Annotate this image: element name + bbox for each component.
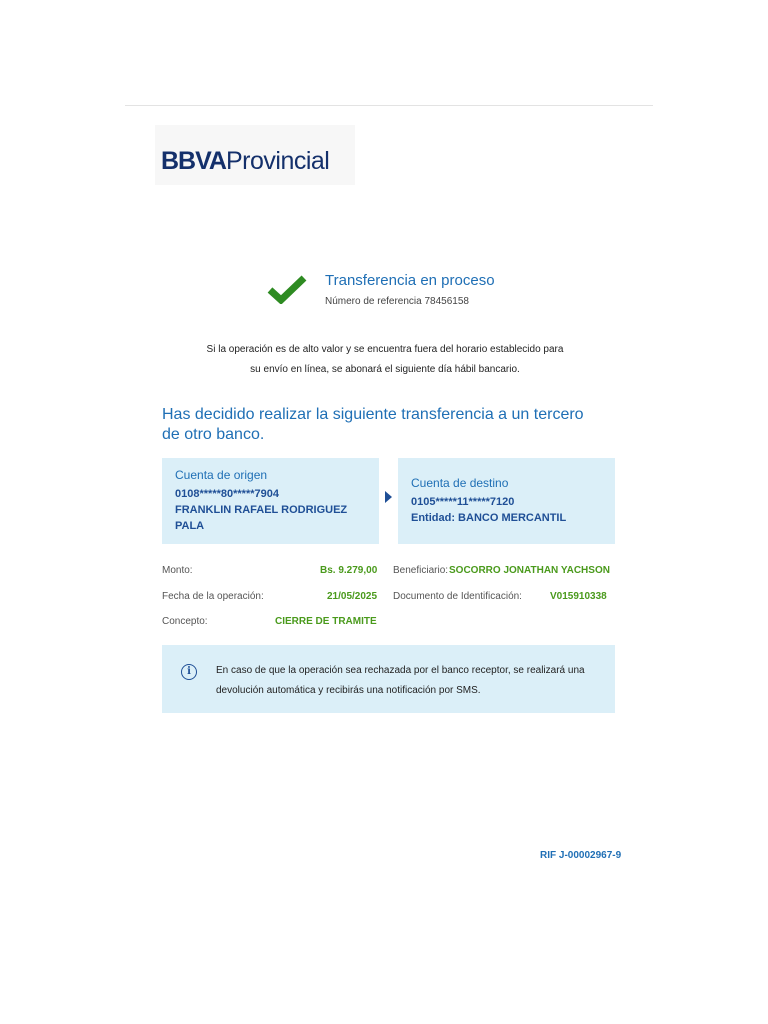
destination-title: Cuenta de destino: [411, 476, 509, 490]
origin-account-number: 0108*****80*****7904: [175, 488, 279, 500]
logo-area: [155, 125, 355, 185]
logo-regular-text: Provincial: [225, 147, 330, 175]
origin-holder-name: FRANKLIN RAFAEL RODRIGUEZ PALA: [175, 504, 348, 532]
date-value: 21/05/2025: [327, 591, 378, 602]
beneficiary-value: SOCORRO JONATHAN YACHSON: [449, 565, 610, 576]
status-title: Transferencia en proceso: [325, 272, 495, 289]
amount-value: Bs. 9.279,00: [320, 565, 378, 576]
destination-account-number: 0105*****11*****7120: [411, 496, 515, 508]
info-icon: i: [181, 664, 197, 680]
page-headline: Has decidido realizar la siguiente transferencia a un tercero de otro banco.: [162, 406, 584, 443]
top-divider: [125, 105, 653, 106]
rif-footer: RIF J-00002967-9: [540, 850, 622, 861]
logo-bold-text: BBVA: [161, 147, 226, 175]
reference-number: Número de referencia 78456158: [325, 296, 469, 307]
concept-label: Concepto:: [162, 616, 208, 627]
notice-line-2: su envío en línea, se abonará el siguiente día hábil bancario.: [250, 364, 520, 375]
document-label: Documento de Identificación:: [393, 591, 522, 602]
info-line-2: devolución automática y recibirás una notificación por SMS.: [216, 685, 481, 696]
notice-text: [150, 340, 620, 380]
arrow-right-icon: [385, 491, 392, 503]
notice-line-1: Si la operación es de alto valor y se encuentra fuera del horario establecido para: [206, 344, 564, 355]
beneficiary-label: Beneficiario:: [393, 565, 449, 576]
origin-account-card: [162, 458, 379, 544]
destination-account-card: [398, 458, 615, 544]
amount-label: Monto:: [162, 565, 193, 576]
date-label: Fecha de la operación:: [162, 591, 264, 602]
destination-entity: Entidad: BANCO MERCANTIL: [411, 512, 567, 524]
info-text: [216, 661, 596, 701]
origin-title: Cuenta de origen: [175, 468, 268, 482]
info-line-1: En caso de que la operación sea rechazada por el banco receptor, se realizará una: [216, 665, 585, 676]
info-notice-box: [162, 645, 615, 713]
bank-logo: [161, 147, 329, 176]
concept-value: CIERRE DE TRAMITE: [275, 616, 377, 627]
checkmark-icon: [267, 274, 307, 304]
document-value: V015910338: [550, 591, 607, 602]
